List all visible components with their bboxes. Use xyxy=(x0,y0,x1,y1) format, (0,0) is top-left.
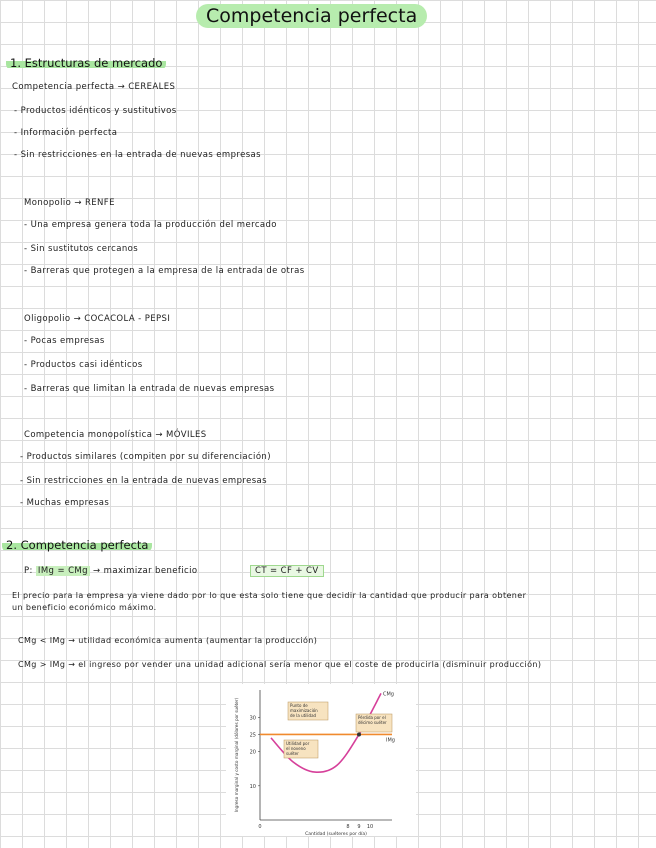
y-tick-label: 20 xyxy=(249,749,256,756)
annotation-profit-max: Punto de maximización de la utilidad xyxy=(290,703,318,718)
annotation-profit-ninth: Utilidad por el noveno suéter xyxy=(286,741,310,756)
group2-item: - Una empresa genera toda la producción del mercado xyxy=(24,220,277,230)
group1-item: - Información perfecta xyxy=(14,128,118,138)
intersection-point xyxy=(357,732,361,736)
x-axis-label: Cantidad (suéteres por día) xyxy=(305,832,367,836)
cost-formula-box: CT = CF + CV xyxy=(250,565,324,577)
page-title: Competencia perfecta xyxy=(196,4,427,28)
annotation-loss-tenth: Pérdida por el décimo suéter xyxy=(358,715,387,725)
formula-prefix: P: xyxy=(24,566,33,576)
section2-heading: 2. Competencia perfecta xyxy=(2,538,152,552)
group4-item: - Muchas empresas xyxy=(20,498,110,508)
rule-increase: CMg < IMg → utilidad económica aumenta (aumentar la producción) xyxy=(18,636,318,645)
marginal-chart xyxy=(226,684,416,836)
y-tick-label: 10 xyxy=(249,783,256,790)
y-tick-label: 30 xyxy=(249,715,256,722)
group3-item: - Pocas empresas xyxy=(24,336,105,346)
chart-svg xyxy=(226,684,416,836)
group4-item: - Sin restricciones en la entrada de nuevas empresas xyxy=(20,476,267,486)
paragraph-line: un beneficio económico máximo. xyxy=(12,603,157,612)
group1-header: Competencia perfecta → CEREALES xyxy=(12,82,176,92)
group4-header: Competencia monopolística → MÓVILES xyxy=(24,430,207,440)
formula-line xyxy=(24,566,198,576)
x-tick-label: 8 xyxy=(346,824,350,830)
group2-header: Monopolio → RENFE xyxy=(24,198,115,208)
group1-item: - Productos idénticos y sustitutivos xyxy=(14,106,177,116)
formula-main: IMg = CMg xyxy=(37,566,88,576)
group3-header: Oligopolio → COCACOLA - PEPSI xyxy=(24,314,171,324)
paragraph-line: El precio para la empresa ya viene dado por lo que esta solo tiene que decidir la cantidad que producir para obtener xyxy=(12,591,527,600)
formula-arrow: → maximizar beneficio xyxy=(93,566,198,576)
y-axis-label: Ingreso marginal y costo marginal (dólares por suéter) xyxy=(234,697,239,813)
series-label-img: IMg xyxy=(386,737,395,744)
series-label-cmg: CMg xyxy=(383,691,394,698)
group4-item: - Productos similares (compiten por su diferenciación) xyxy=(20,452,271,462)
x-tick-label: 10 xyxy=(366,824,374,830)
group2-item: - Barreras que protegen a la empresa de la entrada de otras xyxy=(24,266,305,276)
section1-heading: 1. Estructuras de mercado xyxy=(6,56,166,70)
rule-decrease: CMg > IMg → el ingreso por vender una unidad adicional sería menor que el coste de producirla (disminuir producción) xyxy=(18,660,542,669)
group3-item: - Barreras que limitan la entrada de nuevas empresas xyxy=(24,384,275,394)
y-tick-label: 25 xyxy=(249,732,256,739)
group2-item: - Sin sustitutos cercanos xyxy=(24,244,139,254)
x-tick-label: 9 xyxy=(357,824,361,830)
group1-item: - Sin restricciones en la entrada de nuevas empresas xyxy=(14,150,261,160)
group3-item: - Productos casi idénticos xyxy=(24,360,143,370)
x-tick-label: 0 xyxy=(258,824,262,830)
